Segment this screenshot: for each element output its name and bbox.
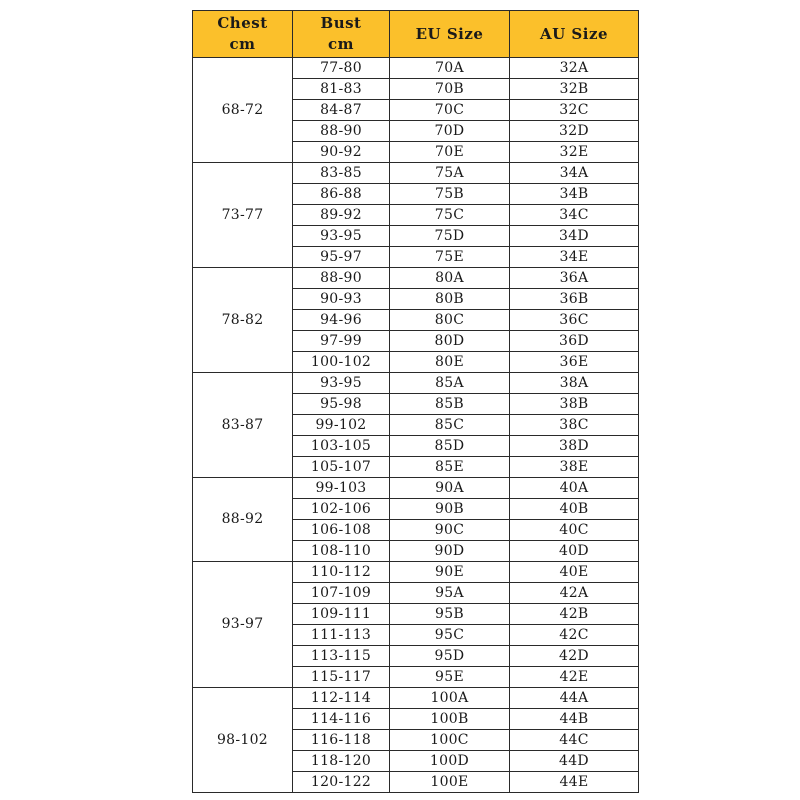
eu-size-cell: 85C <box>390 415 510 436</box>
bust-range-cell: 81-83 <box>293 79 390 100</box>
au-size-cell: 40A <box>510 478 639 499</box>
bust-range-cell: 112-114 <box>293 688 390 709</box>
bust-range-cell: 111-113 <box>293 625 390 646</box>
au-size-cell: 32D <box>510 121 639 142</box>
bust-range-cell: 118-120 <box>293 751 390 772</box>
bust-range-cell: 86-88 <box>293 184 390 205</box>
au-size-cell: 42A <box>510 583 639 604</box>
header-bust <box>293 11 390 58</box>
table-row <box>193 58 639 79</box>
au-size-cell: 40B <box>510 499 639 520</box>
au-size-cell: 34D <box>510 226 639 247</box>
eu-size-cell: 75B <box>390 184 510 205</box>
au-size-cell: 32B <box>510 79 639 100</box>
eu-size-cell: 85D <box>390 436 510 457</box>
au-size-cell: 42E <box>510 667 639 688</box>
bust-range-cell: 83-85 <box>293 163 390 184</box>
bust-range-cell: 115-117 <box>293 667 390 688</box>
bust-range-cell: 97-99 <box>293 331 390 352</box>
bust-range-cell: 110-112 <box>293 562 390 583</box>
bust-range-cell: 106-108 <box>293 520 390 541</box>
eu-size-cell: 70B <box>390 79 510 100</box>
bust-range-cell: 108-110 <box>293 541 390 562</box>
header-eu-size-label: EU Size <box>415 24 484 43</box>
bust-range-cell: 103-105 <box>293 436 390 457</box>
eu-size-cell: 85A <box>390 373 510 394</box>
chest-range-cell: 68-72 <box>193 58 293 163</box>
eu-size-cell: 75A <box>390 163 510 184</box>
au-size-cell: 38D <box>510 436 639 457</box>
chest-range-cell: 73-77 <box>193 163 293 268</box>
au-size-cell: 44D <box>510 751 639 772</box>
eu-size-cell: 80A <box>390 268 510 289</box>
eu-size-cell: 85B <box>390 394 510 415</box>
bust-range-cell: 93-95 <box>293 226 390 247</box>
bust-range-cell: 94-96 <box>293 310 390 331</box>
au-size-cell: 42B <box>510 604 639 625</box>
eu-size-cell: 75D <box>390 226 510 247</box>
eu-size-cell: 90A <box>390 478 510 499</box>
au-size-cell: 34B <box>510 184 639 205</box>
au-size-cell: 36B <box>510 289 639 310</box>
au-size-cell: 44B <box>510 709 639 730</box>
au-size-cell: 40D <box>510 541 639 562</box>
au-size-cell: 44A <box>510 688 639 709</box>
au-size-cell: 44C <box>510 730 639 751</box>
eu-size-cell: 90C <box>390 520 510 541</box>
eu-size-cell: 100C <box>390 730 510 751</box>
au-size-cell: 36D <box>510 331 639 352</box>
eu-size-cell: 95B <box>390 604 510 625</box>
eu-size-cell: 70D <box>390 121 510 142</box>
eu-size-cell: 100B <box>390 709 510 730</box>
header-chest-unit: cm <box>229 35 256 53</box>
header-eu-size <box>390 11 510 58</box>
eu-size-cell: 70C <box>390 100 510 121</box>
eu-size-cell: 95A <box>390 583 510 604</box>
bust-range-cell: 90-93 <box>293 289 390 310</box>
table-body <box>193 58 639 793</box>
eu-size-cell: 70A <box>390 58 510 79</box>
eu-size-cell: 100A <box>390 688 510 709</box>
table-row <box>193 268 639 289</box>
bust-range-cell: 114-116 <box>293 709 390 730</box>
eu-size-cell: 80C <box>390 310 510 331</box>
eu-size-cell: 80E <box>390 352 510 373</box>
eu-size-cell: 95E <box>390 667 510 688</box>
au-size-cell: 38C <box>510 415 639 436</box>
table-row <box>193 373 639 394</box>
au-size-cell: 36A <box>510 268 639 289</box>
au-size-cell: 34C <box>510 205 639 226</box>
au-size-cell: 36C <box>510 310 639 331</box>
bust-range-cell: 88-90 <box>293 121 390 142</box>
eu-size-cell: 95C <box>390 625 510 646</box>
bust-range-cell: 90-92 <box>293 142 390 163</box>
bust-range-cell: 95-97 <box>293 247 390 268</box>
eu-size-cell: 90E <box>390 562 510 583</box>
bust-range-cell: 89-92 <box>293 205 390 226</box>
eu-size-cell: 70E <box>390 142 510 163</box>
bust-range-cell: 102-106 <box>293 499 390 520</box>
bust-range-cell: 100-102 <box>293 352 390 373</box>
bust-range-cell: 105-107 <box>293 457 390 478</box>
au-size-cell: 42C <box>510 625 639 646</box>
bust-range-cell: 93-95 <box>293 373 390 394</box>
bust-range-cell: 120-122 <box>293 772 390 793</box>
table-row <box>193 562 639 583</box>
au-size-cell: 40E <box>510 562 639 583</box>
table-header <box>193 11 639 58</box>
au-size-cell: 36E <box>510 352 639 373</box>
bust-range-cell: 107-109 <box>293 583 390 604</box>
au-size-cell: 40C <box>510 520 639 541</box>
au-size-cell: 38A <box>510 373 639 394</box>
au-size-cell: 38B <box>510 394 639 415</box>
header-chest-label: Chest <box>217 14 268 32</box>
au-size-cell: 42D <box>510 646 639 667</box>
bust-range-cell: 77-80 <box>293 58 390 79</box>
table-row <box>193 688 639 709</box>
eu-size-cell: 90B <box>390 499 510 520</box>
bust-range-cell: 99-103 <box>293 478 390 499</box>
header-chest <box>193 11 293 58</box>
bust-range-cell: 84-87 <box>293 100 390 121</box>
chest-range-cell: 88-92 <box>193 478 293 562</box>
header-bust-label: Bust <box>320 14 362 32</box>
eu-size-cell: 85E <box>390 457 510 478</box>
chest-range-cell: 83-87 <box>193 373 293 478</box>
au-size-cell: 32A <box>510 58 639 79</box>
chest-range-cell: 93-97 <box>193 562 293 688</box>
bust-range-cell: 116-118 <box>293 730 390 751</box>
au-size-cell: 34E <box>510 247 639 268</box>
header-au-size-label: AU Size <box>539 24 609 43</box>
table-row <box>193 478 639 499</box>
eu-size-cell: 75E <box>390 247 510 268</box>
chest-range-cell: 78-82 <box>193 268 293 373</box>
size-chart-table <box>192 10 639 793</box>
eu-size-cell: 95D <box>390 646 510 667</box>
au-size-cell: 32C <box>510 100 639 121</box>
header-bust-unit: cm <box>327 35 354 53</box>
bust-range-cell: 99-102 <box>293 415 390 436</box>
header-row <box>193 11 639 58</box>
eu-size-cell: 100D <box>390 751 510 772</box>
chest-range-cell: 98-102 <box>193 688 293 793</box>
au-size-cell: 44E <box>510 772 639 793</box>
eu-size-cell: 75C <box>390 205 510 226</box>
bust-range-cell: 88-90 <box>293 268 390 289</box>
au-size-cell: 38E <box>510 457 639 478</box>
eu-size-cell: 80D <box>390 331 510 352</box>
bust-range-cell: 109-111 <box>293 604 390 625</box>
au-size-cell: 32E <box>510 142 639 163</box>
bust-range-cell: 113-115 <box>293 646 390 667</box>
header-au-size <box>510 11 639 58</box>
table-row <box>193 163 639 184</box>
au-size-cell: 34A <box>510 163 639 184</box>
eu-size-cell: 90D <box>390 541 510 562</box>
bust-range-cell: 95-98 <box>293 394 390 415</box>
eu-size-cell: 80B <box>390 289 510 310</box>
eu-size-cell: 100E <box>390 772 510 793</box>
